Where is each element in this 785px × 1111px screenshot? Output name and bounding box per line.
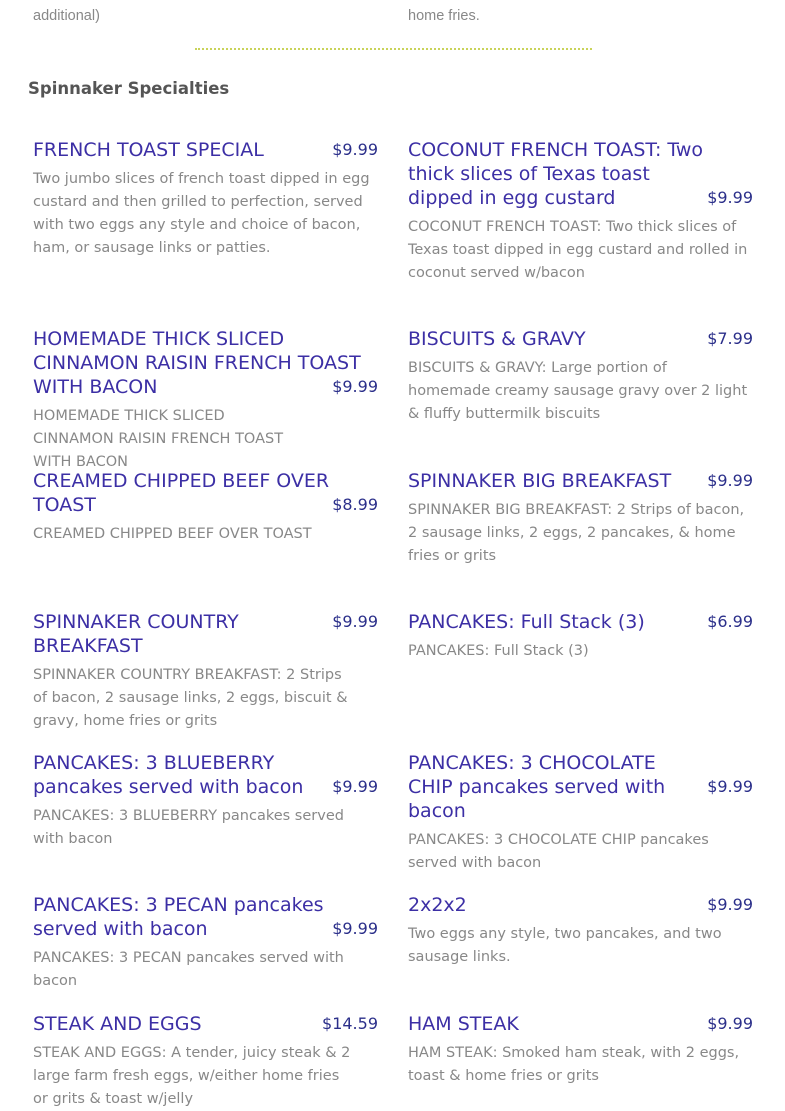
menu-item-name[interactable]: STEAK AND EGGS [33, 1013, 202, 1035]
menu-item-price: $14.59 [322, 1014, 378, 1033]
menu-item [33, 751, 378, 851]
menu-item-price: $9.99 [332, 377, 378, 396]
menu-item-price: $9.99 [332, 612, 378, 631]
menu-item-header [33, 751, 378, 799]
menu-item-name[interactable]: PANCAKES: 3 BLUEBERRY pancakes served with bacon [33, 752, 304, 798]
menu-item-price: $9.99 [707, 471, 753, 490]
menu-item-name[interactable]: PANCAKES: 3 CHOCOLATE CHIP pancakes served with bacon [408, 752, 666, 822]
menu-item-price: $8.99 [332, 495, 378, 514]
menu-item-description: PANCAKES: Full Stack (3) [408, 643, 589, 659]
menu-item-header [33, 469, 378, 517]
menu-item-header [408, 138, 753, 210]
menu-item-price: $9.99 [332, 140, 378, 159]
menu-item-header [408, 1012, 753, 1036]
menu-item-header [408, 751, 753, 823]
menu-item-price: $6.99 [707, 612, 753, 631]
menu-item-description: Two eggs any style, two pancakes, and two sausage links. [408, 926, 722, 965]
menu-item-description: PANCAKES: 3 CHOCOLATE CHIP pancakes served with bacon [408, 832, 709, 871]
menu-item-price: $9.99 [332, 919, 378, 938]
menu-item [408, 138, 753, 285]
section-divider [195, 48, 592, 50]
menu-item [33, 138, 378, 260]
menu-item-name[interactable]: PANCAKES: Full Stack (3) [408, 611, 645, 633]
menu-item-name[interactable]: BISCUITS & GRAVY [408, 328, 586, 350]
menu-item-description: COCONUT FRENCH TOAST: Two thick slices of Texas toast dipped in egg custard and rolled in coconut served w/bacon [408, 219, 748, 281]
menu-item [408, 610, 753, 663]
menu-item [408, 327, 753, 426]
menu-item [33, 327, 378, 474]
menu-item-name[interactable]: FRENCH TOAST SPECIAL [33, 139, 264, 161]
menu-item [33, 893, 378, 993]
menu-item-name[interactable]: CREAMED CHIPPED BEEF OVER TOAST [33, 470, 330, 516]
menu-item-header [408, 327, 753, 351]
menu-item [408, 469, 753, 568]
menu-item-name[interactable]: HAM STEAK [408, 1013, 519, 1035]
menu-item-header [33, 893, 378, 941]
menu-item [33, 469, 378, 546]
previous-item-description-left: additional) [33, 8, 100, 24]
menu-item-header [408, 893, 753, 917]
menu-item [33, 610, 378, 733]
menu-item-description: HAM STEAK: Smoked ham steak, with 2 eggs, toast & home fries or grits [408, 1045, 740, 1084]
menu-item-name[interactable]: SPINNAKER BIG BREAKFAST [408, 470, 672, 492]
menu-item-description: STEAK AND EGGS: A tender, juicy steak & 2 large farm fresh eggs, w/either home fries or grits & toast w/jelly [33, 1045, 351, 1107]
menu-item-description: SPINNAKER COUNTRY BREAKFAST: 2 Strips of bacon, 2 sausage links, 2 eggs, biscuit & gravy, home fries or grits [33, 667, 348, 729]
menu-item-price: $9.99 [707, 895, 753, 914]
section-title: Spinnaker Specialties [28, 79, 230, 98]
menu-item-header [33, 1012, 378, 1036]
menu-item-description: PANCAKES: 3 PECAN pancakes served with bacon [33, 950, 344, 989]
menu-item-name[interactable]: 2x2x2 [408, 894, 467, 916]
menu-item-description: PANCAKES: 3 BLUEBERRY pancakes served with bacon [33, 808, 344, 847]
menu-item-description: CREAMED CHIPPED BEEF OVER TOAST [33, 526, 312, 542]
menu-item-header [33, 138, 378, 162]
menu-item-price: $9.99 [332, 777, 378, 796]
menu-item [33, 1012, 378, 1111]
menu-item-description: BISCUITS & GRAVY: Large portion of homemade creamy sausage gravy over 2 light & fluffy buttermilk biscuits [408, 360, 748, 422]
menu-item [408, 893, 753, 969]
menu-item-name[interactable]: HOMEMADE THICK SLICED CINNAMON RAISIN FRENCH TOAST WITH BACON [33, 328, 361, 398]
menu-item [408, 1012, 753, 1088]
previous-item-description-right: home fries. [408, 8, 480, 24]
menu-item [408, 751, 753, 875]
menu-item-price: $7.99 [707, 329, 753, 348]
menu-item-header [408, 610, 753, 634]
menu-item-description: Two jumbo slices of french toast dipped in egg custard and then grilled to perfection, served with two eggs any style and choice of bacon, ham, or sausage links or patties. [33, 171, 370, 256]
menu-item-description: HOMEMADE THICK SLICED CINNAMON RAISIN FRENCH TOAST WITH BACON [33, 408, 284, 470]
menu-item-name[interactable]: COCONUT FRENCH TOAST: Two thick slices of Texas toast dipped in egg custard [408, 139, 704, 209]
menu-item-price: $9.99 [707, 1014, 753, 1033]
menu-item-header [33, 327, 378, 399]
menu-item-header [33, 610, 378, 658]
menu-item-price: $9.99 [707, 188, 753, 207]
menu-item-header [408, 469, 753, 493]
menu-item-description: SPINNAKER BIG BREAKFAST: 2 Strips of bacon, 2 sausage links, 2 eggs, 2 pancakes, & home fries or grits [408, 502, 745, 564]
menu-item-name[interactable]: PANCAKES: 3 PECAN pancakes served with bacon [33, 894, 324, 940]
menu-item-price: $9.99 [707, 777, 753, 796]
menu-item-name[interactable]: SPINNAKER COUNTRY BREAKFAST [33, 611, 239, 657]
